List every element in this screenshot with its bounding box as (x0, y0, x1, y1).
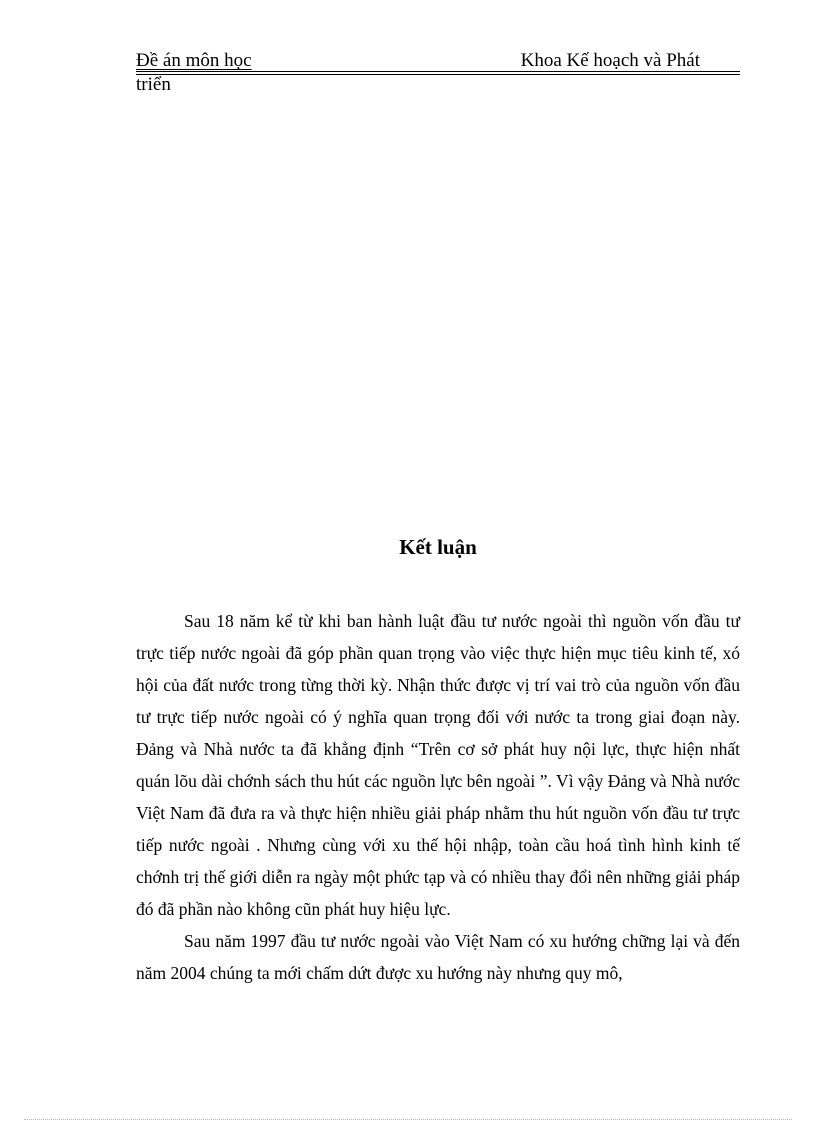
paragraph: Sau năm 1997 đầu tư nước ngoài vào Việt Nam có xu hướng chững lại và đến năm 2004 chúng ta mới chấm dứt được xu hướng này nhưng quy mô, (136, 931, 740, 983)
header-continuation: triển (136, 74, 171, 95)
body-text (136, 605, 740, 989)
header-course-label: Đề án môn học (136, 50, 252, 71)
header-rule-lower (136, 74, 740, 75)
page-header (136, 50, 740, 96)
header-faculty-label: Khoa Kế hoạch và Phát (520, 50, 700, 71)
header-rule (136, 71, 740, 72)
page-bottom-border (24, 1119, 792, 1120)
section-title: Kết luận (399, 535, 477, 559)
header-line (136, 50, 740, 72)
paragraph: Sau 18 năm kể từ khi ban hành luật đầu tư nước ngoài thì nguồn vốn đầu tư trực tiếp nước ngoài đã góp phần quan trọng vào việc thực hiện mục tiêu kinh tế, xó hội của đất nước trong từng thời kỳ. Nhận thức được vị trí vai trò của nguồn vốn đầu tư trực tiếp nước ngoài có ý nghĩa quan trọng đối với nước ta trong giai đoạn này. Đảng và Nhà nước ta đã khẳng định “Trên cơ sở phát huy nội lực, thực hiện nhất quán lõu dài chớnh sách thu hút các nguồn lực bên ngoài ”. Vì vậy Đảng và Nhà nước Việt Nam đã đưa ra và thực hiện nhiều giải pháp nhằm thu hút nguồn vốn đầu tư trực tiếp nước ngoài . Nhưng cùng với xu thế hội nhập, toàn cầu hoá tình hình kinh tế chớnh trị thế giới diễn ra ngày một phức tạp và có nhiều thay đổi nên những giải pháp đó đã phần nào không cũn phát huy hiệu lực. (136, 611, 740, 919)
